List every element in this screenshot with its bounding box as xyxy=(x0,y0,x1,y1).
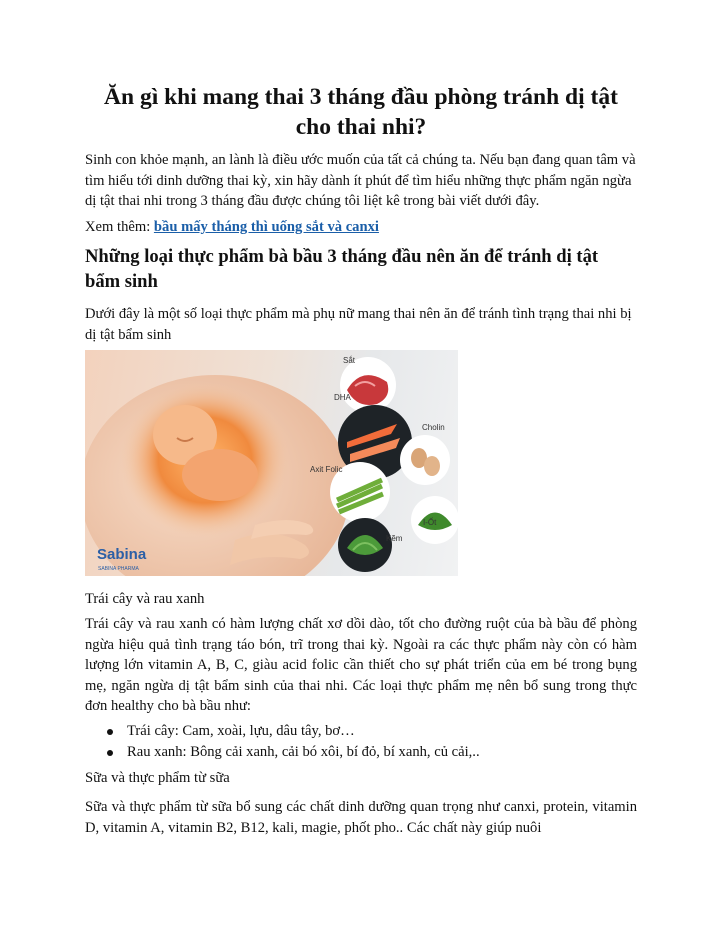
zinc-food-icon xyxy=(338,518,392,572)
see-more-line xyxy=(85,217,637,238)
list-item: Trái cây: Cam, xoài, lựu, dâu tây, bơ… xyxy=(85,721,637,742)
milk-heading: Sữa và thực phẩm từ sữa xyxy=(85,770,230,786)
label-sat: Sắt xyxy=(343,356,356,365)
see-more-prefix: Xem thêm: xyxy=(85,219,154,235)
list-item: Rau xanh: Bông cải xanh, cải bó xôi, bí đỏ, bí xanh, củ cải,.. xyxy=(85,742,637,763)
section-heading: Những loại thực phẩm bà bầu 3 tháng đầu nên ăn để tránh dị tật bẩm sinh xyxy=(85,246,599,292)
food-bullet-list xyxy=(85,721,637,763)
intro-paragraph: Sinh con khỏe mạnh, an lành là điều ước muốn của tất cả chúng ta. Nếu bạn đang quan tâm và tìm hiểu tới dinh dưỡng thai kỳ, xin hãy dành ít phút để tìm hiểu những thực phẩm ngăn ngừa dị tật thai nhi trong 3 tháng đầu được chúng tôi liệt kê trong bài viết dưới đây. xyxy=(85,152,636,209)
label-axit-folic: Axit Folic xyxy=(310,465,343,474)
pregnancy-nutrition-image xyxy=(85,350,458,576)
nutrition-illustration xyxy=(85,350,458,576)
brand-logo: Sabina xyxy=(97,546,147,563)
brand-subtitle: SABINA PHARMA xyxy=(98,566,139,572)
label-i-ot: I-Ốt xyxy=(423,518,437,527)
milk-paragraph: Sữa và thực phẩm từ sữa bổ sung các chất dinh dưỡng quan trọng như canxi, protein, vitamin D, vitamin A, vitamin B2, B12, kali, magie, phốt pho.. Các chất này giúp nuôi xyxy=(85,799,637,836)
fruit-paragraph: Trái cây và rau xanh có hàm lượng chất xơ dồi dào, tốt cho đường ruột của bà bầu để phòng ngừa hiệu quả tình trạng táo bón, trĩ trong thai kỳ. Ngoài ra các thực phẩm này còn có hàm lượng lớn vitamin A, B, C, giàu acid folic cần thiết cho sự phát triển của em bé trong bụng mẹ, ngăn ngừa dị tật bẩm sinh của thai nhi. Các loại thực phẩm mẹ nên bổ sung trong thực đơn healthy cho bà bầu như: xyxy=(85,616,637,714)
baby-body xyxy=(182,449,258,501)
label-cholin: Cholin xyxy=(422,423,445,432)
fruit-heading: Trái cây và rau xanh xyxy=(85,591,205,607)
see-more-link[interactable]: bầu mấy tháng thì uống sắt và canxi xyxy=(153,219,379,235)
label-kem: Kẽm xyxy=(386,534,403,543)
iron-food-icon xyxy=(340,357,396,413)
bullet-icon xyxy=(107,750,113,756)
bullet-icon xyxy=(107,729,113,735)
section-intro: Dưới đây là một số loại thực phẩm mà phụ nữ mang thai nên ăn để tránh tình trạng thai nhi bị dị tật bẩm sinh xyxy=(85,306,632,343)
article-title: Ăn gì khi mang thai 3 tháng đầu phòng tránh dị tật cho thai nhi? xyxy=(104,84,618,140)
label-dha: DHA xyxy=(334,393,351,402)
choline-food-icon xyxy=(400,435,450,485)
